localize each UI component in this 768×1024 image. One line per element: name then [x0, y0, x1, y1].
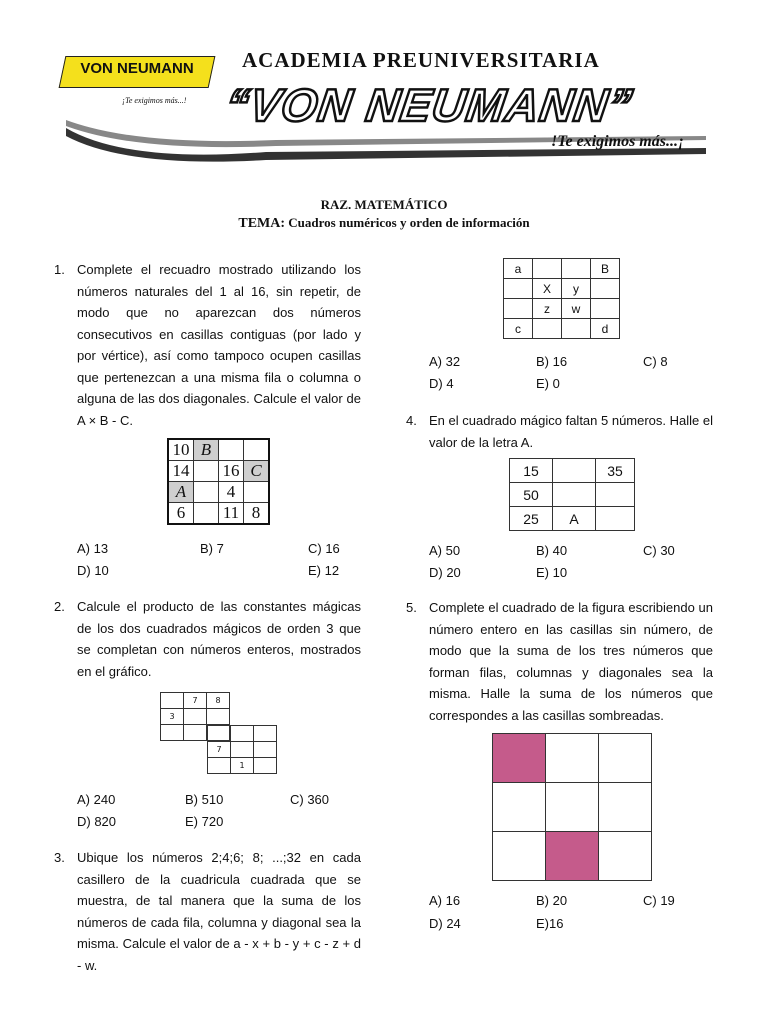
- grid-cell: 4: [219, 482, 244, 503]
- grid-cell: 10: [168, 439, 194, 461]
- topic-line: [0, 215, 768, 232]
- grid-cell: y: [562, 279, 591, 299]
- grid-cell: B: [591, 259, 620, 279]
- grid-cell: [553, 459, 596, 483]
- grid-cell: [599, 832, 652, 881]
- grid-cell: 7: [184, 693, 207, 709]
- grid-cell: X: [533, 279, 562, 299]
- grid-cell: [533, 259, 562, 279]
- answer-e: E) 10: [536, 565, 568, 580]
- grid-cell: 6: [168, 503, 194, 525]
- grid-cell: [596, 483, 635, 507]
- grid-cell: [562, 259, 591, 279]
- grid-cell: [219, 439, 244, 461]
- answer-c: C) 19: [643, 893, 675, 908]
- subject-title: RAZ. MATEMÁTICO: [320, 197, 448, 212]
- grid-cell: c: [504, 319, 533, 339]
- grid-cell: [194, 503, 219, 525]
- grid-cell: [194, 482, 219, 503]
- answer-d: D) 20: [429, 565, 461, 580]
- grid-cell: 1: [231, 758, 254, 774]
- grid-cell: w: [562, 299, 591, 319]
- grid-cell-shaded: [493, 734, 546, 783]
- answer-a: A) 13: [77, 541, 109, 556]
- grid-cell-shaded: [546, 832, 599, 881]
- grid-cell: [231, 726, 254, 742]
- grid-cell: [208, 758, 231, 774]
- grid-cell: [244, 439, 270, 461]
- grid-cell: [591, 279, 620, 299]
- grid-cell: [161, 693, 184, 709]
- grid-cell: [184, 725, 207, 741]
- problem-text: Calcule el producto de las constantes mágicas de los dos cuadrados mágicos de orden 3 que se completan con números enteros, mostrados en el gráfico.: [77, 599, 361, 679]
- problem-2-grid-bottom: [207, 725, 277, 774]
- answer-b: B) 7: [200, 541, 224, 556]
- grid-cell: [546, 734, 599, 783]
- grid-cell: a: [504, 259, 533, 279]
- grid-cell: 8: [244, 503, 270, 525]
- grid-cell: 35: [596, 459, 635, 483]
- answer-d: D) 820: [77, 814, 117, 829]
- grid-cell: [599, 734, 652, 783]
- grid-cell-shaded: A: [168, 482, 194, 503]
- grid-cell: [562, 319, 591, 339]
- grid-cell: [208, 726, 231, 742]
- grid-cell: d: [591, 319, 620, 339]
- answer-a: A) 50: [429, 543, 461, 558]
- grid-cell: [591, 299, 620, 319]
- logo-slogan: ¡Te exigimos más...!: [122, 96, 187, 105]
- answer-e: E) 12: [308, 563, 340, 578]
- grid-cell: z: [533, 299, 562, 319]
- problem-text: Complete el recuadro mostrado utilizando los números naturales del 1 al 16, sin repetir, de modo que no aparezcan dos números consecutivos en casillas contiguas (por lado y por vértice), así como tampoco ocupen casillas que pertenezcan a una misma fila o columna o alguna de las dos diagonales. Calcule el valor de A × B - C.: [77, 262, 361, 428]
- answer-b: B) 20: [536, 893, 568, 908]
- problem-4: [406, 410, 713, 453]
- academy-slogan: !Te exigimos más...¡: [551, 133, 685, 150]
- problem-2: [54, 596, 361, 682]
- answer-c: C) 360: [290, 792, 330, 807]
- problem-number: 1.: [54, 262, 65, 277]
- answer-a: A) 240: [77, 792, 116, 807]
- grid-cell: [161, 725, 184, 741]
- grid-cell: [596, 507, 635, 531]
- grid-cell: [504, 279, 533, 299]
- problem-text: Ubique los números 2;4;6; 8; ...;32 en cada casillero de la cuadricula cuadrada que se muestra, de tal manera que la suma de los números de cada fila, columna y diagonal sea la misma. Calcule el valor de a - x + b - y + c - z + d - w.: [77, 850, 361, 973]
- grid-cell: 16: [219, 461, 244, 482]
- problem-number: 4.: [406, 413, 417, 428]
- answer-e: E) 0: [536, 376, 560, 391]
- grid-cell: [504, 299, 533, 319]
- academy-title: ACADEMIA PREUNIVERSITARIA: [242, 48, 600, 72]
- logo-text: VON NEUMANN: [80, 60, 194, 77]
- grid-cell: [254, 726, 277, 742]
- answer-d: D) 10: [77, 563, 109, 578]
- answer-b: B) 510: [185, 792, 224, 807]
- academy-name: “VON NEUMANN”: [222, 79, 637, 131]
- answer-c: C) 30: [643, 543, 675, 558]
- problem-3: [54, 847, 361, 976]
- answer-c: C) 8: [643, 354, 668, 369]
- grid-cell: A: [553, 507, 596, 531]
- grid-cell: 3: [161, 709, 184, 725]
- problem-text: En el cuadrado mágico faltan 5 números. Halle el valor de la letra A.: [429, 413, 713, 450]
- grid-cell: [533, 319, 562, 339]
- answer-d: D) 4: [429, 376, 454, 391]
- grid-cell: [194, 461, 219, 482]
- problem-number: 5.: [406, 600, 417, 615]
- answer-e: E) 720: [185, 814, 224, 829]
- answer-b: B) 16: [536, 354, 568, 369]
- grid-cell: 25: [510, 507, 553, 531]
- grid-cell: [231, 742, 254, 758]
- grid-cell: 14: [168, 461, 194, 482]
- problem-1: [54, 259, 361, 431]
- grid-cell: 8: [207, 693, 230, 709]
- problem-5-grid: [492, 733, 652, 881]
- grid-cell: [244, 482, 270, 503]
- grid-cell: 15: [510, 459, 553, 483]
- grid-cell: [254, 742, 277, 758]
- answer-d: D) 24: [429, 916, 461, 931]
- grid-cell: [207, 709, 230, 725]
- problem-4-grid: [509, 458, 635, 531]
- problem-1-grid: [167, 438, 270, 525]
- answer-c: C) 16: [308, 541, 340, 556]
- problem-number: 3.: [54, 850, 65, 865]
- grid-cell: 50: [510, 483, 553, 507]
- grid-cell-shaded: B: [194, 439, 219, 461]
- grid-cell: [599, 783, 652, 832]
- grid-cell-shaded: C: [244, 461, 270, 482]
- answer-a: A) 16: [429, 893, 461, 908]
- grid-cell: [493, 783, 546, 832]
- grid-cell: 11: [219, 503, 244, 525]
- topic-text: Cuadros numéricos y orden de información: [288, 215, 530, 230]
- grid-cell: [254, 758, 277, 774]
- answer-b: B) 40: [536, 543, 568, 558]
- problem-text: Complete el cuadrado de la figura escribiendo un número entero en las casillas sin número, de modo que la suma de los tres números que forman filas, columnas y diagonales sea la misma. Halle la suma de los números que correspondes a las casillas sombreadas.: [429, 600, 713, 723]
- answer-e: E)16: [536, 916, 564, 931]
- topic-label: TEMA:: [238, 216, 286, 231]
- grid-cell: [546, 783, 599, 832]
- grid-cell: 7: [208, 742, 231, 758]
- grid-cell: [184, 709, 207, 725]
- problem-number: 2.: [54, 599, 65, 614]
- problem-5: [406, 597, 713, 726]
- problem-3-grid: [503, 258, 620, 339]
- grid-cell: [553, 483, 596, 507]
- grid-cell: [493, 832, 546, 881]
- answer-a: A) 32: [429, 354, 461, 369]
